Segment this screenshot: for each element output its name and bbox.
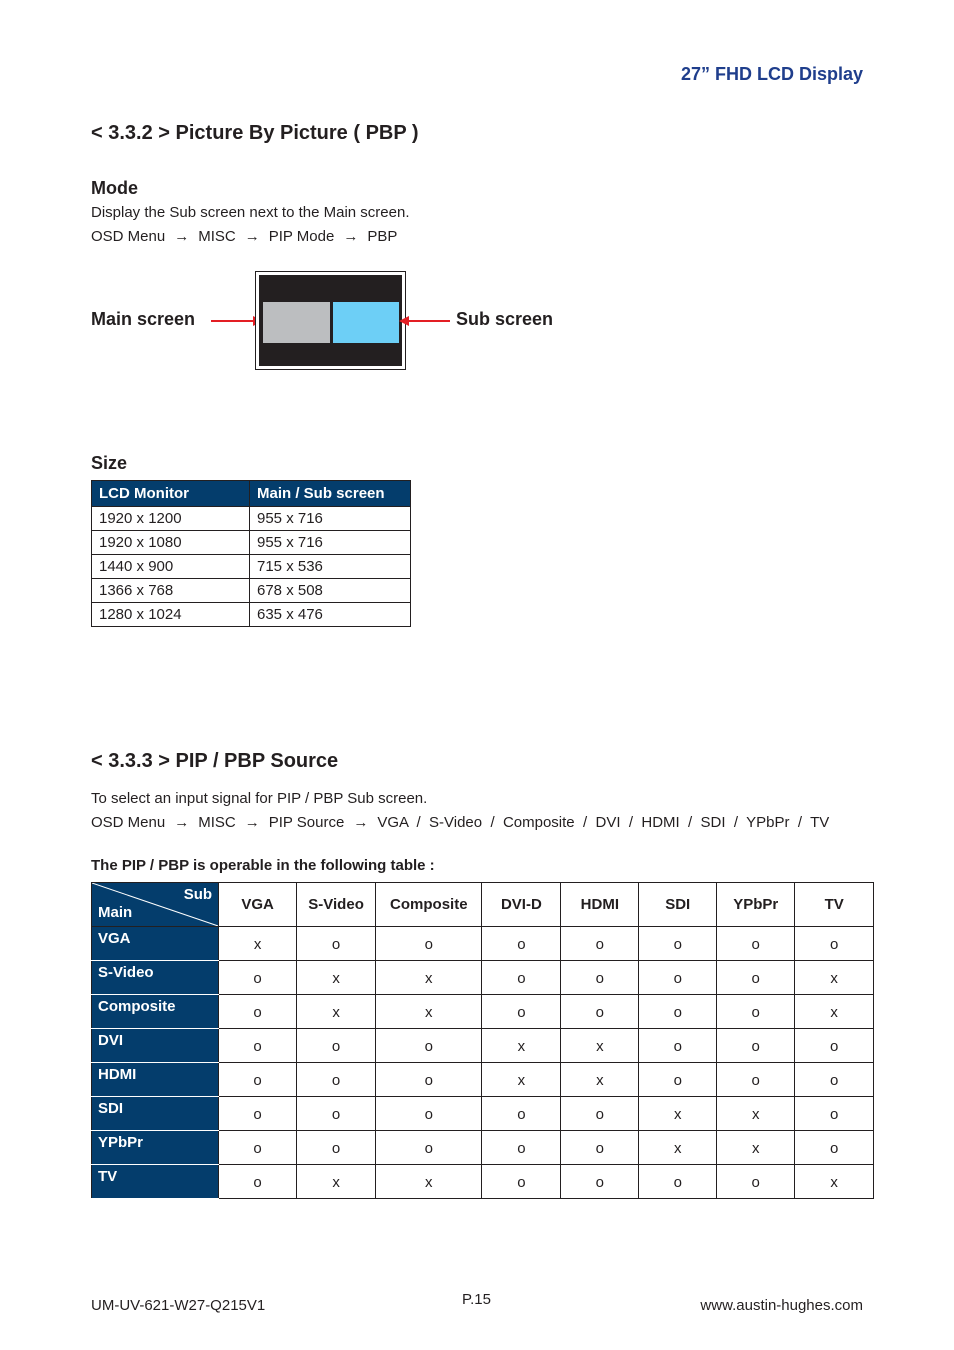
column-header: Main / Sub screen — [250, 481, 411, 507]
screen-size-cell: 955 x 716 — [250, 531, 411, 555]
table-row — [92, 507, 411, 531]
compatibility-cell: o — [717, 1029, 795, 1063]
column-header: Composite — [376, 883, 482, 927]
row-header: Composite — [92, 995, 219, 1029]
table-row — [92, 1165, 874, 1199]
path-step: PIP Source — [268, 814, 345, 831]
compatibility-cell: o — [561, 927, 639, 961]
screen-size-cell: 635 x 476 — [250, 603, 411, 627]
table-row — [92, 927, 874, 961]
compatibility-cell: o — [376, 1029, 482, 1063]
separator: / — [725, 814, 747, 831]
compatibility-cell: o — [717, 1165, 795, 1199]
compatibility-cell: o — [219, 1097, 297, 1131]
compatibility-cell: o — [219, 995, 297, 1029]
pbp-diagram — [255, 271, 406, 370]
row-header: VGA — [92, 927, 219, 961]
compatibility-cell: x — [376, 995, 482, 1029]
table-row — [92, 1131, 874, 1165]
compatibility-cell: o — [297, 1097, 376, 1131]
monitor-resolution-cell: 1920 x 1080 — [92, 531, 250, 555]
compatibility-cell: o — [219, 961, 297, 995]
table-row — [92, 603, 411, 627]
table-header-row — [92, 883, 874, 927]
compatibility-cell: o — [795, 1029, 874, 1063]
row-header: TV — [92, 1165, 219, 1199]
table-row — [92, 531, 411, 555]
source-osd-path — [91, 814, 829, 831]
compatibility-cell: o — [297, 1131, 376, 1165]
column-header: S-Video — [297, 883, 376, 927]
compatibility-cell: o — [717, 1063, 795, 1097]
compatibility-cell: o — [297, 1063, 376, 1097]
compatibility-cell: o — [219, 1063, 297, 1097]
compatibility-cell: o — [561, 1165, 639, 1199]
screen-size-cell: 955 x 716 — [250, 507, 411, 531]
compatibility-cell: o — [482, 1097, 561, 1131]
source-option: HDMI — [641, 814, 680, 831]
row-header: HDMI — [92, 1063, 219, 1097]
compatibility-cell: x — [297, 1165, 376, 1199]
row-header: SDI — [92, 1097, 219, 1131]
source-description: To select an input signal for PIP / PBP Sub screen. — [91, 790, 428, 807]
arrow-icon: → — [244, 228, 260, 245]
compatibility-cell: x — [376, 961, 482, 995]
arrow-icon: → — [353, 814, 369, 831]
compatibility-cell: x — [297, 995, 376, 1029]
size-heading: Size — [91, 453, 128, 473]
compatibility-cell: o — [376, 1131, 482, 1165]
row-header: YPbPr — [92, 1131, 219, 1165]
table-row — [92, 1097, 874, 1131]
separator: / — [408, 814, 430, 831]
compatibility-cell: o — [297, 927, 376, 961]
compatibility-cell: o — [795, 927, 874, 961]
column-header: DVI-D — [482, 883, 561, 927]
compatibility-cell: o — [717, 927, 795, 961]
mode-heading: Mode — [91, 178, 138, 198]
separator: / — [789, 814, 811, 831]
main-screen-label: Main screen — [91, 309, 196, 329]
compatibility-cell: o — [639, 1029, 717, 1063]
website-link: www.austin-hughes.com — [700, 1297, 863, 1314]
separator: / — [679, 814, 701, 831]
compatibility-cell: o — [795, 1063, 874, 1097]
table-row — [92, 579, 411, 603]
compatibility-cell: x — [717, 1131, 795, 1165]
path-step: PIP Mode — [268, 228, 335, 245]
compatibility-cell: o — [482, 995, 561, 1029]
compatibility-cell: o — [376, 1097, 482, 1131]
compatibility-cell: o — [482, 961, 561, 995]
path-step: VGA — [377, 814, 409, 831]
arrow-icon: → — [174, 228, 190, 245]
sub-screen-label: Sub screen — [456, 309, 554, 329]
monitor-screen — [259, 275, 402, 366]
screen-size-cell: 678 x 508 — [250, 579, 411, 603]
compatibility-cell: x — [795, 1165, 874, 1199]
monitor-resolution-cell: 1920 x 1200 — [92, 507, 250, 531]
compatibility-cell: x — [795, 995, 874, 1029]
path-step: PBP — [367, 228, 398, 245]
compatibility-cell: o — [482, 927, 561, 961]
monitor-resolution-cell: 1440 x 900 — [92, 555, 250, 579]
compatibility-cell: x — [639, 1131, 717, 1165]
section-title-source: < 3.3.3 > PIP / PBP Source — [91, 750, 339, 772]
compatibility-cell: o — [376, 1063, 482, 1097]
path-step: OSD Menu — [91, 228, 166, 245]
compatibility-cell: o — [561, 961, 639, 995]
column-header: HDMI — [561, 883, 639, 927]
compatibility-cell: o — [482, 1131, 561, 1165]
separator: / — [574, 814, 596, 831]
column-header: TV — [795, 883, 874, 927]
compatibility-cell: x — [561, 1063, 639, 1097]
source-option: SDI — [700, 814, 726, 831]
compatibility-cell: o — [795, 1097, 874, 1131]
compatibility-cell: o — [717, 995, 795, 1029]
page-number: P.15 — [462, 1291, 491, 1308]
arrow-icon: → — [174, 814, 190, 831]
table-row — [92, 961, 874, 995]
column-header: SDI — [639, 883, 717, 927]
source-option: S-Video — [429, 814, 483, 831]
path-step: OSD Menu — [91, 814, 166, 831]
compatibility-cell: o — [561, 1131, 639, 1165]
arrow-icon: → — [244, 814, 260, 831]
compatibility-cell: o — [561, 995, 639, 1029]
compatibility-cell: o — [297, 1029, 376, 1063]
compatibility-cell: o — [639, 995, 717, 1029]
main-screen-area — [263, 302, 330, 343]
path-step: MISC — [198, 228, 236, 245]
compatibility-cell: x — [219, 927, 297, 961]
compatibility-cell: o — [219, 1029, 297, 1063]
compatibility-cell: x — [376, 1165, 482, 1199]
corner-header — [92, 883, 219, 927]
row-header: DVI — [92, 1029, 219, 1063]
table-row — [92, 1029, 874, 1063]
source-compatibility-table — [91, 882, 874, 1199]
column-header: LCD Monitor — [92, 481, 250, 507]
source-option: DVI — [595, 814, 621, 831]
compatibility-cell: o — [376, 927, 482, 961]
size-table — [91, 480, 411, 627]
compatibility-cell: o — [717, 961, 795, 995]
compatibility-cell: x — [297, 961, 376, 995]
separator: / — [482, 814, 503, 831]
row-header: S-Video — [92, 961, 219, 995]
compatibility-cell: x — [561, 1029, 639, 1063]
compatibility-cell: x — [482, 1029, 561, 1063]
arrow-icon: → — [343, 228, 359, 245]
compatibility-cell: o — [639, 961, 717, 995]
sub-screen-pointer-icon — [398, 314, 452, 328]
source-option: TV — [810, 814, 830, 831]
document-header-title: 27” FHD LCD Display — [680, 64, 863, 84]
monitor-resolution-cell: 1280 x 1024 — [92, 603, 250, 627]
compatibility-cell: o — [639, 927, 717, 961]
sub-screen-area — [333, 302, 399, 343]
separator: / — [620, 814, 642, 831]
mode-osd-path — [91, 228, 397, 245]
compatibility-cell: o — [561, 1097, 639, 1131]
source-option: Composite — [502, 814, 575, 831]
compatibility-cell: x — [482, 1063, 561, 1097]
mode-description: Display the Sub screen next to the Main screen. — [91, 204, 410, 221]
compatibility-cell: o — [639, 1063, 717, 1097]
compatibility-cell: o — [639, 1165, 717, 1199]
table-caption: The PIP / PBP is operable in the following table : — [91, 857, 435, 874]
compatibility-cell: x — [717, 1097, 795, 1131]
compatibility-cell: o — [795, 1131, 874, 1165]
screen-size-cell: 715 x 536 — [250, 555, 411, 579]
column-header: VGA — [219, 883, 297, 927]
source-option: YPbPr — [746, 814, 790, 831]
compatibility-cell: x — [639, 1097, 717, 1131]
table-row — [92, 1063, 874, 1097]
document-id: UM-UV-621-W27-Q215V1 — [91, 1297, 266, 1314]
corner-sub-label: Sub — [183, 886, 213, 903]
path-step: MISC — [198, 814, 236, 831]
column-header: YPbPr — [717, 883, 795, 927]
corner-main-label: Main — [98, 904, 133, 921]
compatibility-cell: o — [219, 1165, 297, 1199]
section-title-pbp: < 3.3.2 > Picture By Picture ( PBP ) — [91, 122, 419, 144]
compatibility-cell: o — [219, 1131, 297, 1165]
table-header-row — [92, 481, 411, 507]
table-row — [92, 995, 874, 1029]
monitor-resolution-cell: 1366 x 768 — [92, 579, 250, 603]
compatibility-cell: o — [482, 1165, 561, 1199]
compatibility-cell: x — [795, 961, 874, 995]
table-row — [92, 555, 411, 579]
